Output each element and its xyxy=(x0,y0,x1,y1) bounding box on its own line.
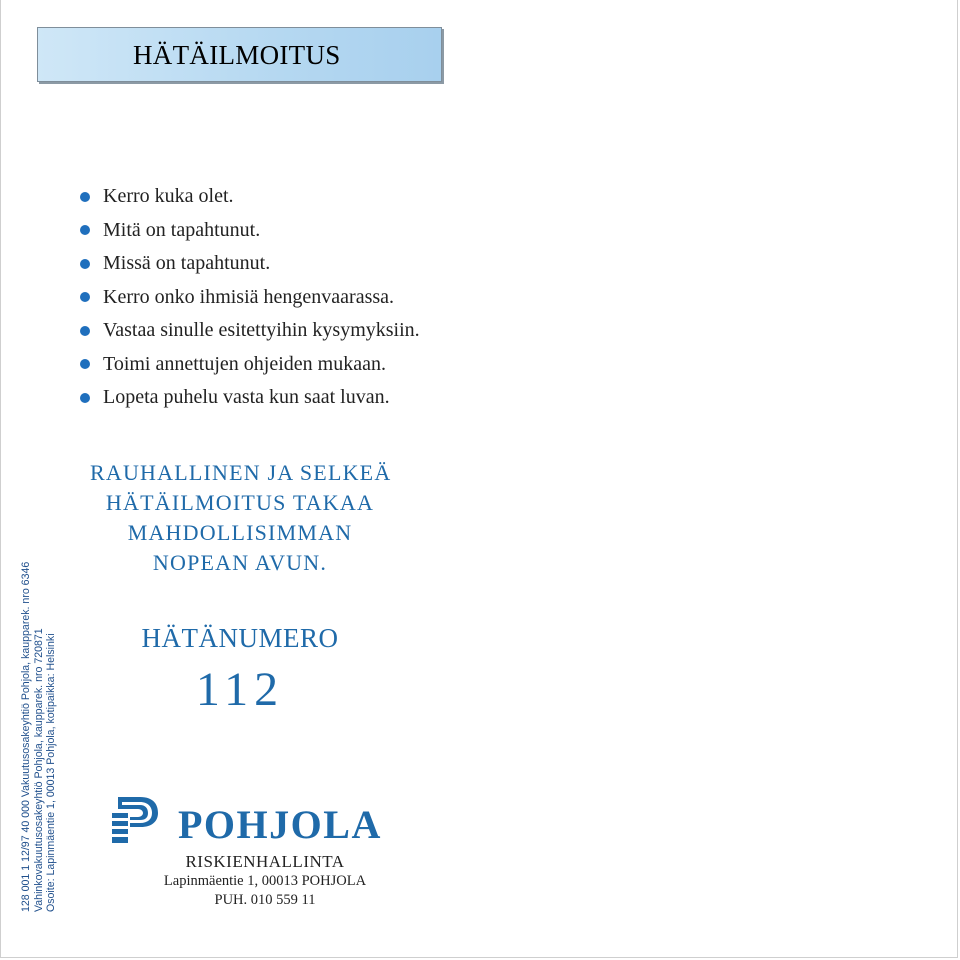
list-item xyxy=(80,314,420,348)
list-item xyxy=(80,281,420,315)
instruction-text: Kerro onko ihmisiä hengenvaarassa. xyxy=(103,285,395,308)
title-banner xyxy=(37,27,442,82)
bullet-icon xyxy=(80,292,90,302)
list-item xyxy=(80,247,420,281)
calm-message-line: RAUHALLINEN JA SELKEÄ xyxy=(90,460,392,485)
instruction-text: Vastaa sinulle esitettyihin kysymyksiin. xyxy=(103,319,420,342)
calm-message-line: HÄTÄILMOITUS TAKAA xyxy=(105,490,375,515)
page-title: HÄTÄILMOITUS xyxy=(133,40,341,70)
instruction-text: Lopeta puhelu vasta kun saat luvan. xyxy=(103,386,390,409)
bullet-icon xyxy=(80,259,90,269)
calm-message-line: NOPEAN AVUN. xyxy=(152,550,328,575)
legal-line: Osoite: Lapinmäentie 1, 00013 Pohjola, kotipaikka: Helsinki xyxy=(45,633,57,912)
calm-message-line: MAHDOLLISIMMAN xyxy=(127,520,353,545)
bullet-icon xyxy=(80,225,90,235)
phone-text: PUH. 010 559 11 xyxy=(214,892,316,908)
contact-block xyxy=(110,852,420,910)
list-item xyxy=(80,381,420,415)
legal-line: Vahinkovakuutusosakeyhtiö Pohjola, kaupparek. nro 720871 xyxy=(32,628,45,912)
instruction-text: Mitä on tapahtunut. xyxy=(103,218,261,241)
bullet-icon xyxy=(80,326,90,336)
pohjola-logo-icon xyxy=(110,795,160,845)
brand-name: POHJOLA xyxy=(178,802,382,847)
address-text: Lapinmäentie 1, 00013 POHJOLA xyxy=(163,873,367,889)
list-item xyxy=(80,214,420,248)
instruction-text: Missä on tapahtunut. xyxy=(103,252,271,275)
bullet-icon xyxy=(80,359,90,369)
bullet-icon xyxy=(80,393,90,403)
department-name: RISKIENHALLINTA xyxy=(185,852,345,871)
bullet-icon xyxy=(80,192,90,202)
list-item xyxy=(80,180,420,214)
instruction-text: Kerro kuka olet. xyxy=(103,185,234,208)
calm-message xyxy=(90,458,390,578)
legal-line: 128 001 1 12/97 40 000 Vakuutusosakeyhtiö Pohjola, kaupparek. nro 6346 xyxy=(20,561,32,912)
legal-side-text xyxy=(20,562,58,912)
list-item xyxy=(80,348,420,382)
instruction-list xyxy=(80,180,420,415)
emergency-number: 112 xyxy=(195,663,285,716)
instruction-text: Toimi annettujen ohjeiden mukaan. xyxy=(103,352,386,375)
emergency-number-label: HÄTÄNUMERO xyxy=(141,623,339,653)
